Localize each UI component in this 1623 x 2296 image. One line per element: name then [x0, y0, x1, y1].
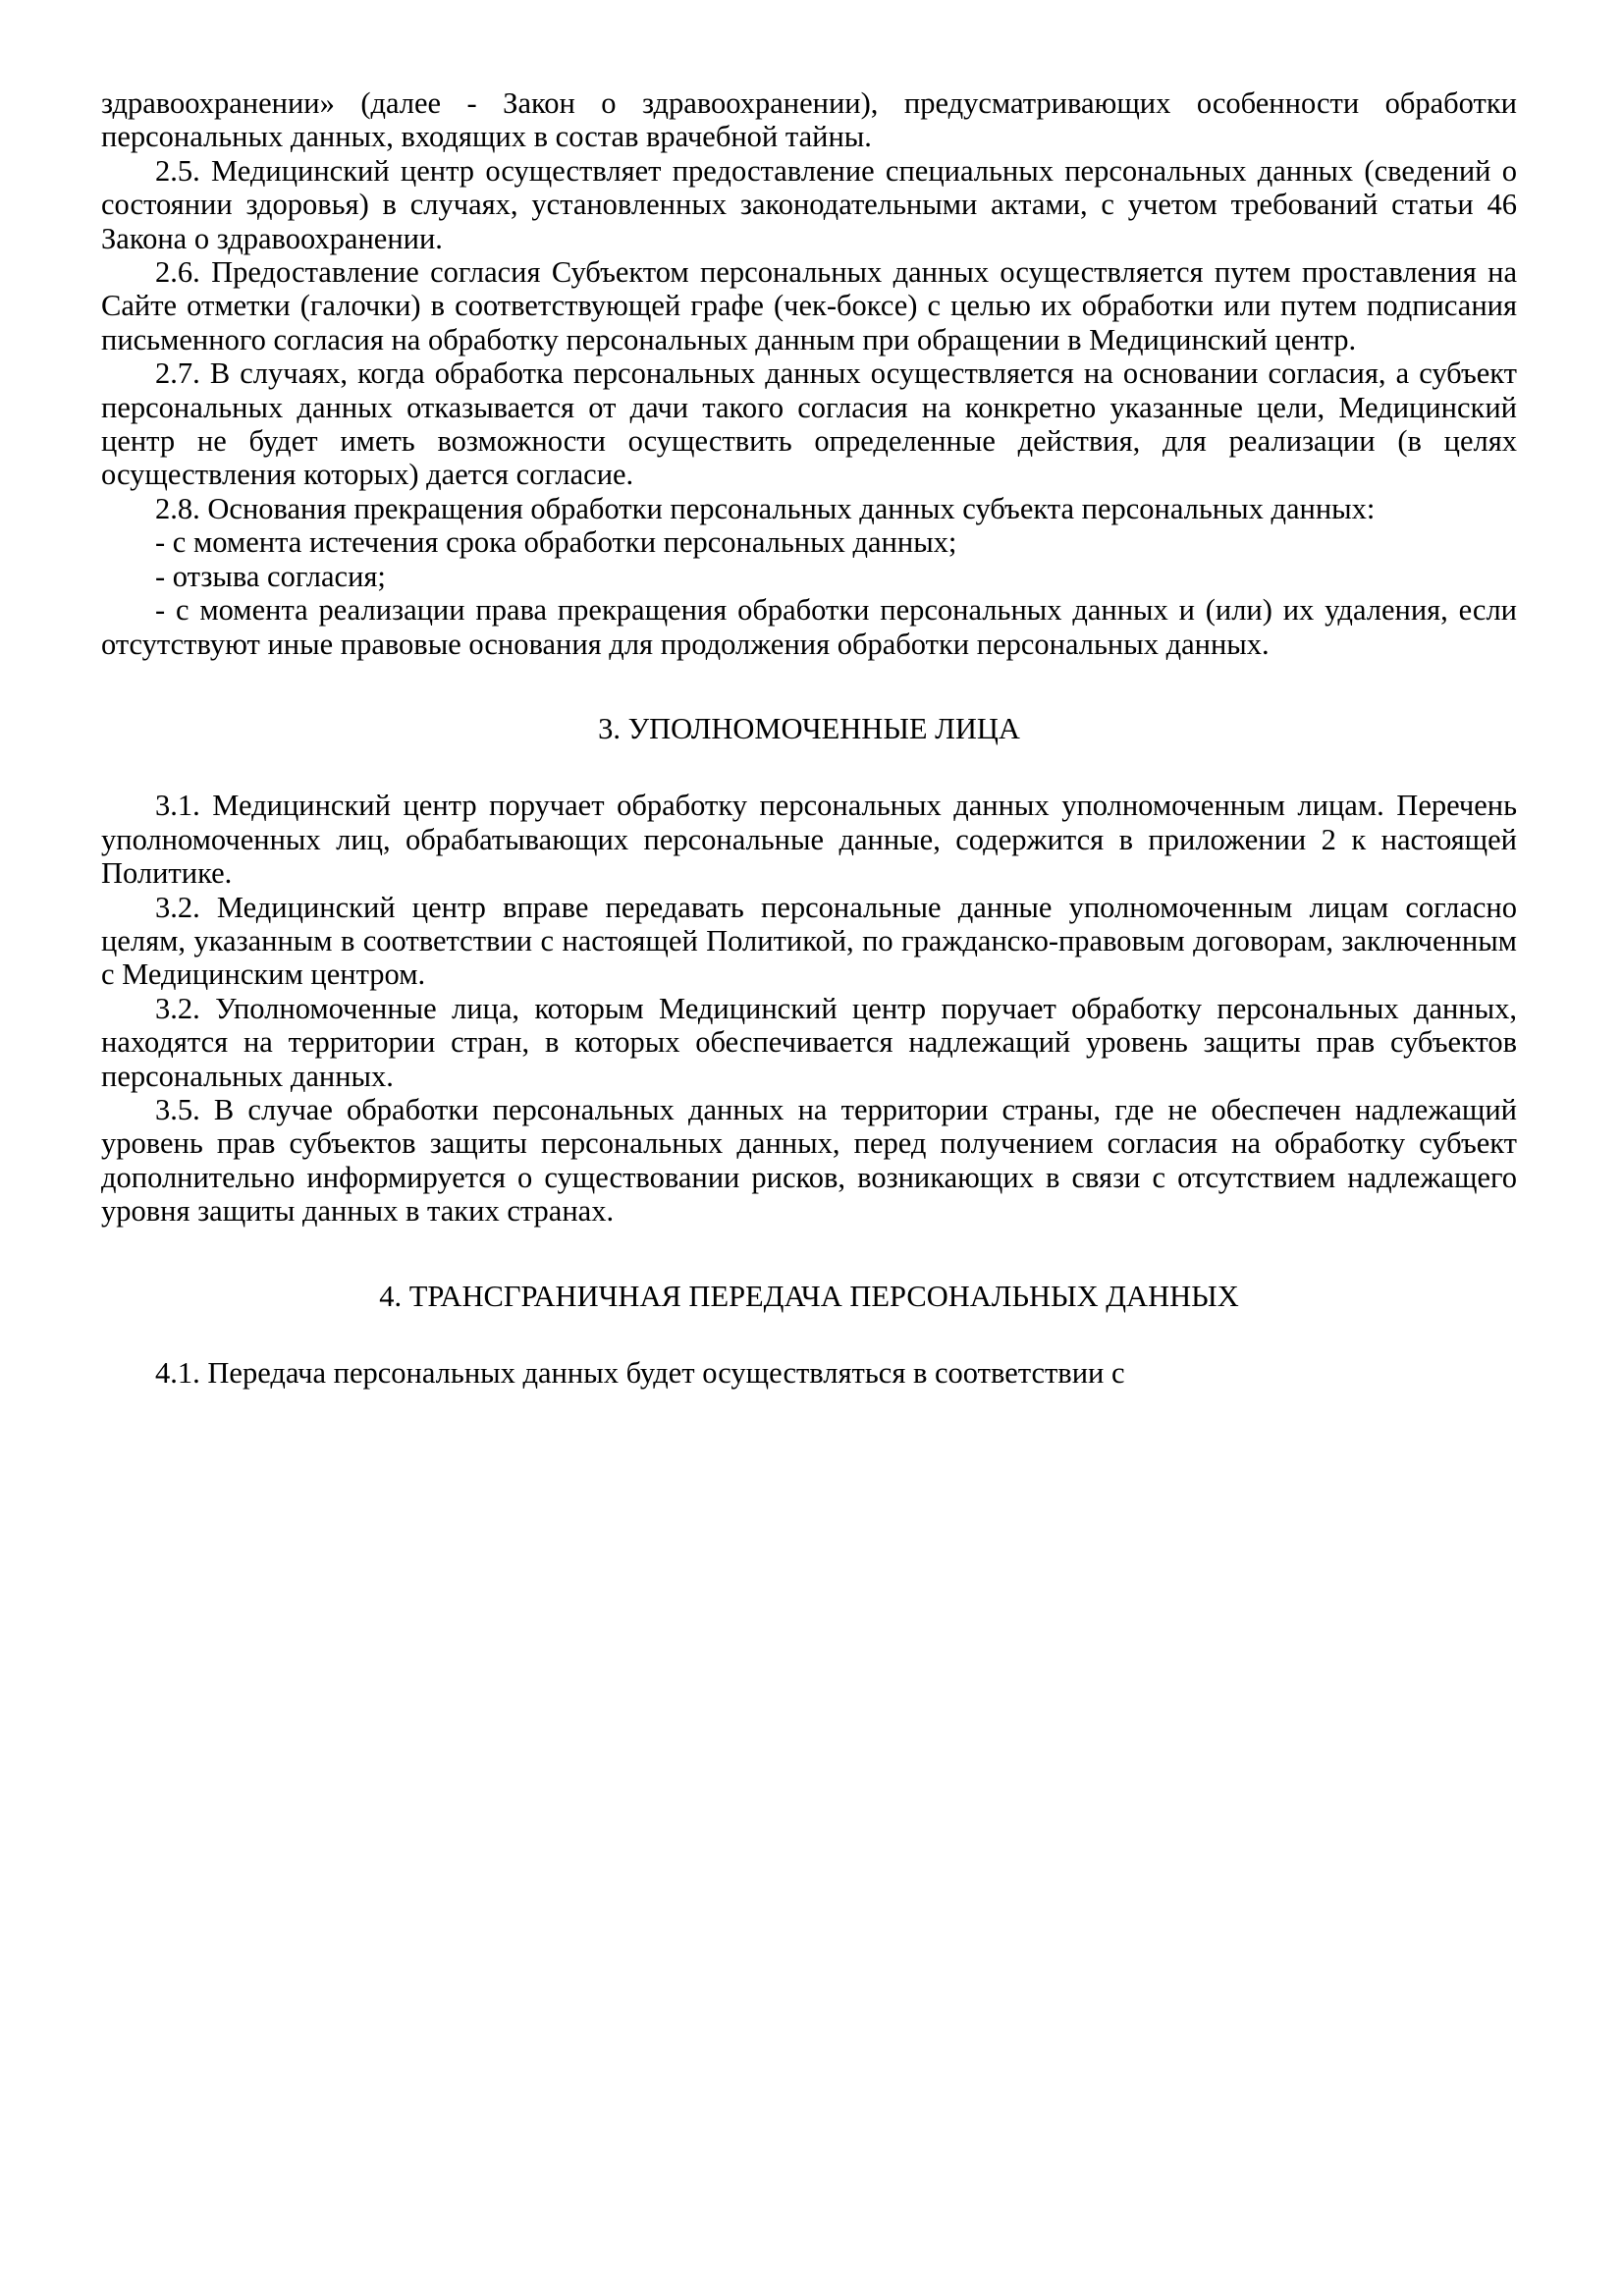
clause-3-2-b: 3.2. Уполномоченные лица, которым Медицинский центр поручает обработку персональных данных, находятся на территории стран, в которых обеспечивается надлежащий уровень защиты прав субъектов персональных данных.: [101, 991, 1517, 1093]
paragraph-continued: здравоохранении» (далее - Закон о здравоохранении), предусматривающих особенности обработки персональных данных, входящих в состав врачебной тайны.: [101, 86, 1517, 154]
clause-2-5: 2.5. Медицинский центр осуществляет предоставление специальных персональных данных (сведений о состоянии здоровья) в случаях, установленных законодательными актами, с учетом требований статьи 46 Закона о здравоохранении.: [101, 153, 1517, 255]
clause-2-6: 2.6. Предоставление согласия Субъектом персональных данных осуществляется путем проставления на Сайте отметки (галочки) в соответствующей графе (чек-боксе) с целью их обработки или путем подписания письменного согласия на обработку персональных данным при обращении в Медицинский центр.: [101, 255, 1517, 356]
heading-section-4: 4. ТРАНСГРАНИЧНАЯ ПЕРЕДАЧА ПЕРСОНАЛЬНЫХ ДАННЫХ: [379, 1279, 1239, 1313]
clause-2-8-item-3: - с момента реализации права прекращения обработки персональных данных и (или) их удаления, если отсутствуют иные правовые основания для продолжения обработки персональных данных.: [101, 593, 1517, 661]
clause-4-1: 4.1. Передача персональных данных будет осуществляться в соответствии с: [155, 1356, 1125, 1390]
spacer-before-heading-3: [101, 661, 1517, 712]
heading-section-3: 3. УПОЛНОМОЧЕННЫЕ ЛИЦА: [598, 711, 1020, 745]
clause-2-8-item-2: - отзыва согласия;: [155, 559, 386, 593]
clause-2-8-item-1: - с момента истечения срока обработки персональных данных;: [155, 525, 957, 560]
clause-3-2-a: 3.2. Медицинский центр вправе передавать персональные данные уполномоченным лицам согласно целям, указанным в соответствии с настоящей Политикой, по гражданско-правовым договорам, заключенным с Медицинским центром.: [101, 890, 1517, 992]
spacer-before-heading-4: [101, 1229, 1517, 1280]
spacer-after-heading-3: [101, 745, 1517, 789]
spacer-after-heading-4: [101, 1313, 1517, 1356]
clause-2-8-intro: 2.8. Основания прекращения обработки персональных данных субъекта персональных данных:: [155, 491, 1376, 525]
document-body: [101, 86, 1517, 1390]
clause-3-5: 3.5. В случае обработки персональных данных на территории страны, где не обеспечен надлежащий уровень прав субъектов защиты персональных данных, перед получением согласия на обработку субъект дополнительно информируется о существовании рисков, возникающих в связи с отсутствием надлежащего уровня защиты данных в таких странах.: [101, 1092, 1517, 1229]
clause-2-7: 2.7. В случаях, когда обработка персональных данных осуществляется на основании согласия, а субъект персональных данных отказывается от дачи такого согласия на конкретно указанные цели, Медицинский центр не будет иметь возможности осуществить определенные действия, для реализации (в целях осуществления которых) дается согласие.: [101, 356, 1517, 492]
clause-3-1: 3.1. Медицинский центр поручает обработку персональных данных уполномоченным лицам. Перечень уполномоченных лиц, обрабатывающих персональные данные, содержится в приложении 2 к настоящей Политике.: [101, 789, 1517, 891]
